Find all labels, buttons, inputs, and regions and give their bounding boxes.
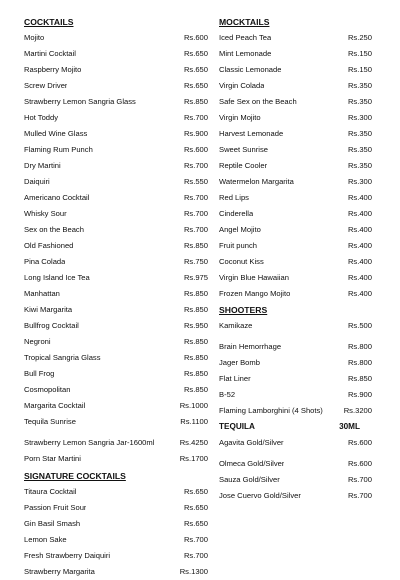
item-name: Daiquiri [24,177,50,186]
item-price: Rs.900 [183,129,208,138]
item-price: Rs.650 [183,65,208,74]
item-name: Lemon Sake [24,535,67,544]
menu-item [219,222,372,238]
menu-item [219,488,372,504]
menu-item [24,366,208,382]
tequila-list [219,435,372,504]
item-price: Rs.950 [183,321,208,330]
item-name: Tropical Sangria Glass [24,353,101,362]
item-name: Bull Frog [24,369,55,378]
item-name: Passion Fruit Sour [24,503,87,512]
menu-item [219,206,372,222]
menu-item [24,78,208,94]
menu-item [219,472,372,488]
item-name: Flaming Rum Punch [24,145,93,154]
item-name: Classic Lemonade [219,65,282,74]
item-price: Rs.400 [347,225,372,234]
item-price: Rs.600 [347,438,372,447]
item-price: Rs.850 [183,385,208,394]
item-name: Strawberry Margarita [24,567,95,576]
item-price: Rs.250 [347,33,372,42]
menu-item [24,174,208,190]
menu-item [219,334,372,355]
item-name: Porn Star Martini [24,454,81,463]
item-name: Margarita Cocktail [24,401,86,410]
item-price: Rs.650 [183,487,208,496]
item-price: Rs.400 [347,289,372,298]
menu-item [24,238,208,254]
menu-item [24,206,208,222]
item-name: Mojito [24,33,45,42]
right-column [219,16,372,504]
item-price: Rs.350 [347,145,372,154]
item-price: Rs.4250 [179,438,208,447]
item-price: Rs.650 [183,49,208,58]
menu-item [219,30,372,46]
item-price: Rs.700 [183,193,208,202]
item-name: Pina Colada [24,257,66,266]
cocktails-list [24,30,208,467]
menu-item [219,403,372,419]
mocktails-list [219,30,372,302]
item-name: Coconut Kiss [219,257,264,266]
item-name: Kiwi Margarita [24,305,73,314]
menu-item [24,318,208,334]
item-name: Fresh Strawberry Daiquiri [24,551,111,560]
item-price: Rs.400 [347,193,372,202]
item-name: Iced Peach Tea [219,33,272,42]
item-price: Rs.550 [183,177,208,186]
item-price: Rs.700 [183,225,208,234]
menu-item [24,190,208,206]
menu-item [219,238,372,254]
item-price: Rs.500 [347,321,372,330]
menu-item [24,270,208,286]
item-name: Mint Lemonade [219,49,272,58]
item-name: Tequila Sunrise [24,417,76,426]
item-price: Rs.850 [183,305,208,314]
menu-item [24,62,208,78]
item-name: Sweet Sunrise [219,145,268,154]
item-price: Rs.850 [183,353,208,362]
menu-item [24,451,208,467]
tequila-title: TEQUILA [219,422,255,431]
item-name: Harvest Lemonade [219,129,284,138]
item-price: Rs.1000 [179,401,208,410]
item-name: Kamikaze [219,321,253,330]
item-price: Rs.700 [183,209,208,218]
item-name: Virgin Colada [219,81,265,90]
item-price: Rs.850 [183,289,208,298]
item-price: Rs.650 [183,519,208,528]
item-price: Rs.1300 [179,567,208,576]
item-price: Rs.800 [347,342,372,351]
item-name: Gin Basil Smash [24,519,81,528]
item-name: Frozen Mango Mojito [219,289,291,298]
menu-item [219,371,372,387]
item-name: Screw Driver [24,81,68,90]
menu-item [24,94,208,110]
item-name: Safe Sex on the Beach [219,97,297,106]
item-price: Rs.850 [183,241,208,250]
item-name: Virgin Blue Hawaiian [219,273,289,282]
menu-item [219,254,372,270]
menu-item [219,126,372,142]
menu-item [24,142,208,158]
item-name: Long Island Ice Tea [24,273,90,282]
item-price: Rs.400 [347,273,372,282]
item-price: Rs.700 [183,113,208,122]
menu-item [24,46,208,62]
item-name: Martini Cocktail [24,49,76,58]
menu-item [219,62,372,78]
item-price: Rs.150 [347,49,372,58]
menu-item [24,126,208,142]
item-price: Rs.700 [183,551,208,560]
menu-item [24,564,208,580]
menu-item [24,286,208,302]
menu-item [24,30,208,46]
menu-item [219,110,372,126]
item-name: Hot Toddy [24,113,59,122]
item-price: Rs.850 [183,369,208,378]
item-name: Whisky Sour [24,209,67,218]
item-name: Old Fashioned [24,241,74,250]
menu-item [219,94,372,110]
item-price: Rs.850 [183,337,208,346]
item-price: Rs.700 [347,491,372,500]
item-price: Rs.700 [347,475,372,484]
item-name: Mulled Wine Glass [24,129,88,138]
item-name: Manhattan [24,289,60,298]
item-price: Rs.700 [183,535,208,544]
item-price: Rs.800 [347,358,372,367]
left-column [24,16,208,580]
menu-item [24,516,208,532]
item-name: Strawberry Lemon Sangria Glass [24,97,136,106]
item-price: Rs.750 [183,257,208,266]
item-price: Rs.400 [347,209,372,218]
menu-item [219,318,372,334]
tequila-heading [219,419,372,435]
item-price: Rs.350 [347,97,372,106]
item-name: Watermelon Margarita [219,177,294,186]
item-name: Flat Liner [219,374,251,383]
item-name: Cinderella [219,209,254,218]
mocktails-heading: MOCKTAILS [219,17,270,27]
item-name: Brain Hemorrhage [219,342,282,351]
item-price: Rs.600 [183,145,208,154]
shooters-heading: SHOOTERS [219,305,268,315]
menu-item [219,451,372,472]
menu-item [24,158,208,174]
item-name: Jose Cuervo Gold/Silver [219,491,301,500]
menu-item [24,334,208,350]
item-name: B-52 [219,390,236,399]
item-name: Strawberry Lemon Sangria Jar-1600ml [24,438,155,447]
cocktails-heading: COCKTAILS [24,17,74,27]
menu-item [219,387,372,403]
item-price: Rs.150 [347,65,372,74]
item-name: Bullfrog Cocktail [24,321,79,330]
item-price: Rs.850 [183,97,208,106]
item-price: Rs.850 [347,374,372,383]
tequila-unit: 30ML [339,422,360,431]
item-name: Jager Bomb [219,358,260,367]
item-price: Rs.3200 [343,406,372,415]
item-price: Rs.1700 [179,454,208,463]
menu-item [24,222,208,238]
menu-item [24,548,208,564]
menu-item [219,174,372,190]
item-name: Virgin Mojito [219,113,261,122]
menu-item [219,46,372,62]
item-name: Sex on the Beach [24,225,84,234]
item-name: Dry Martini [24,161,61,170]
item-price: Rs.700 [183,161,208,170]
menu-item [219,78,372,94]
item-name: Red Lips [219,193,249,202]
menu-item [219,355,372,371]
item-price: Rs.600 [347,459,372,468]
item-name: Sauza Gold/Silver [219,475,280,484]
menu-item [219,142,372,158]
menu-item [24,350,208,366]
item-price: Rs.900 [347,390,372,399]
item-name: Flaming Lamborghini (4 Shots) [219,406,323,415]
item-name: Raspberry Mojito [24,65,82,74]
signature-cocktails-list [24,484,208,580]
menu-item [219,158,372,174]
menu-item [219,190,372,206]
item-name: Americano Cocktail [24,193,90,202]
item-name: Agavita Gold/Silver [219,438,284,447]
menu-item [24,382,208,398]
menu-item [24,430,208,451]
item-price: Rs.300 [347,177,372,186]
menu-item [219,270,372,286]
menu-item [24,110,208,126]
menu-item [24,532,208,548]
menu-item [219,435,372,451]
item-price: Rs.300 [347,113,372,122]
item-price: Rs.1100 [180,417,208,426]
shooters-list [219,318,372,419]
item-price: Rs.600 [183,33,208,42]
signature-cocktails-heading: SIGNATURE COCKTAILS [24,471,126,481]
item-price: Rs.350 [347,129,372,138]
item-name: Titaura Cocktail [24,487,77,496]
item-price: Rs.350 [347,81,372,90]
item-price: Rs.400 [347,241,372,250]
item-price: Rs.400 [347,257,372,266]
menu-item [24,302,208,318]
item-name: Olmeca Gold/Silver [219,459,285,468]
item-name: Reptile Cooler [219,161,268,170]
item-name: Fruit punch [219,241,257,250]
item-price: Rs.650 [183,503,208,512]
menu-item [24,500,208,516]
item-price: Rs.350 [347,161,372,170]
item-price: Rs.975 [183,273,208,282]
menu-item [24,414,208,430]
menu-item [219,286,372,302]
menu-item [24,254,208,270]
item-name: Angel Mojito [219,225,261,234]
item-name: Negroni [24,337,51,346]
menu-item [24,398,208,414]
item-name: Cosmopolitan [24,385,71,394]
menu-item [24,484,208,500]
item-price: Rs.650 [183,81,208,90]
